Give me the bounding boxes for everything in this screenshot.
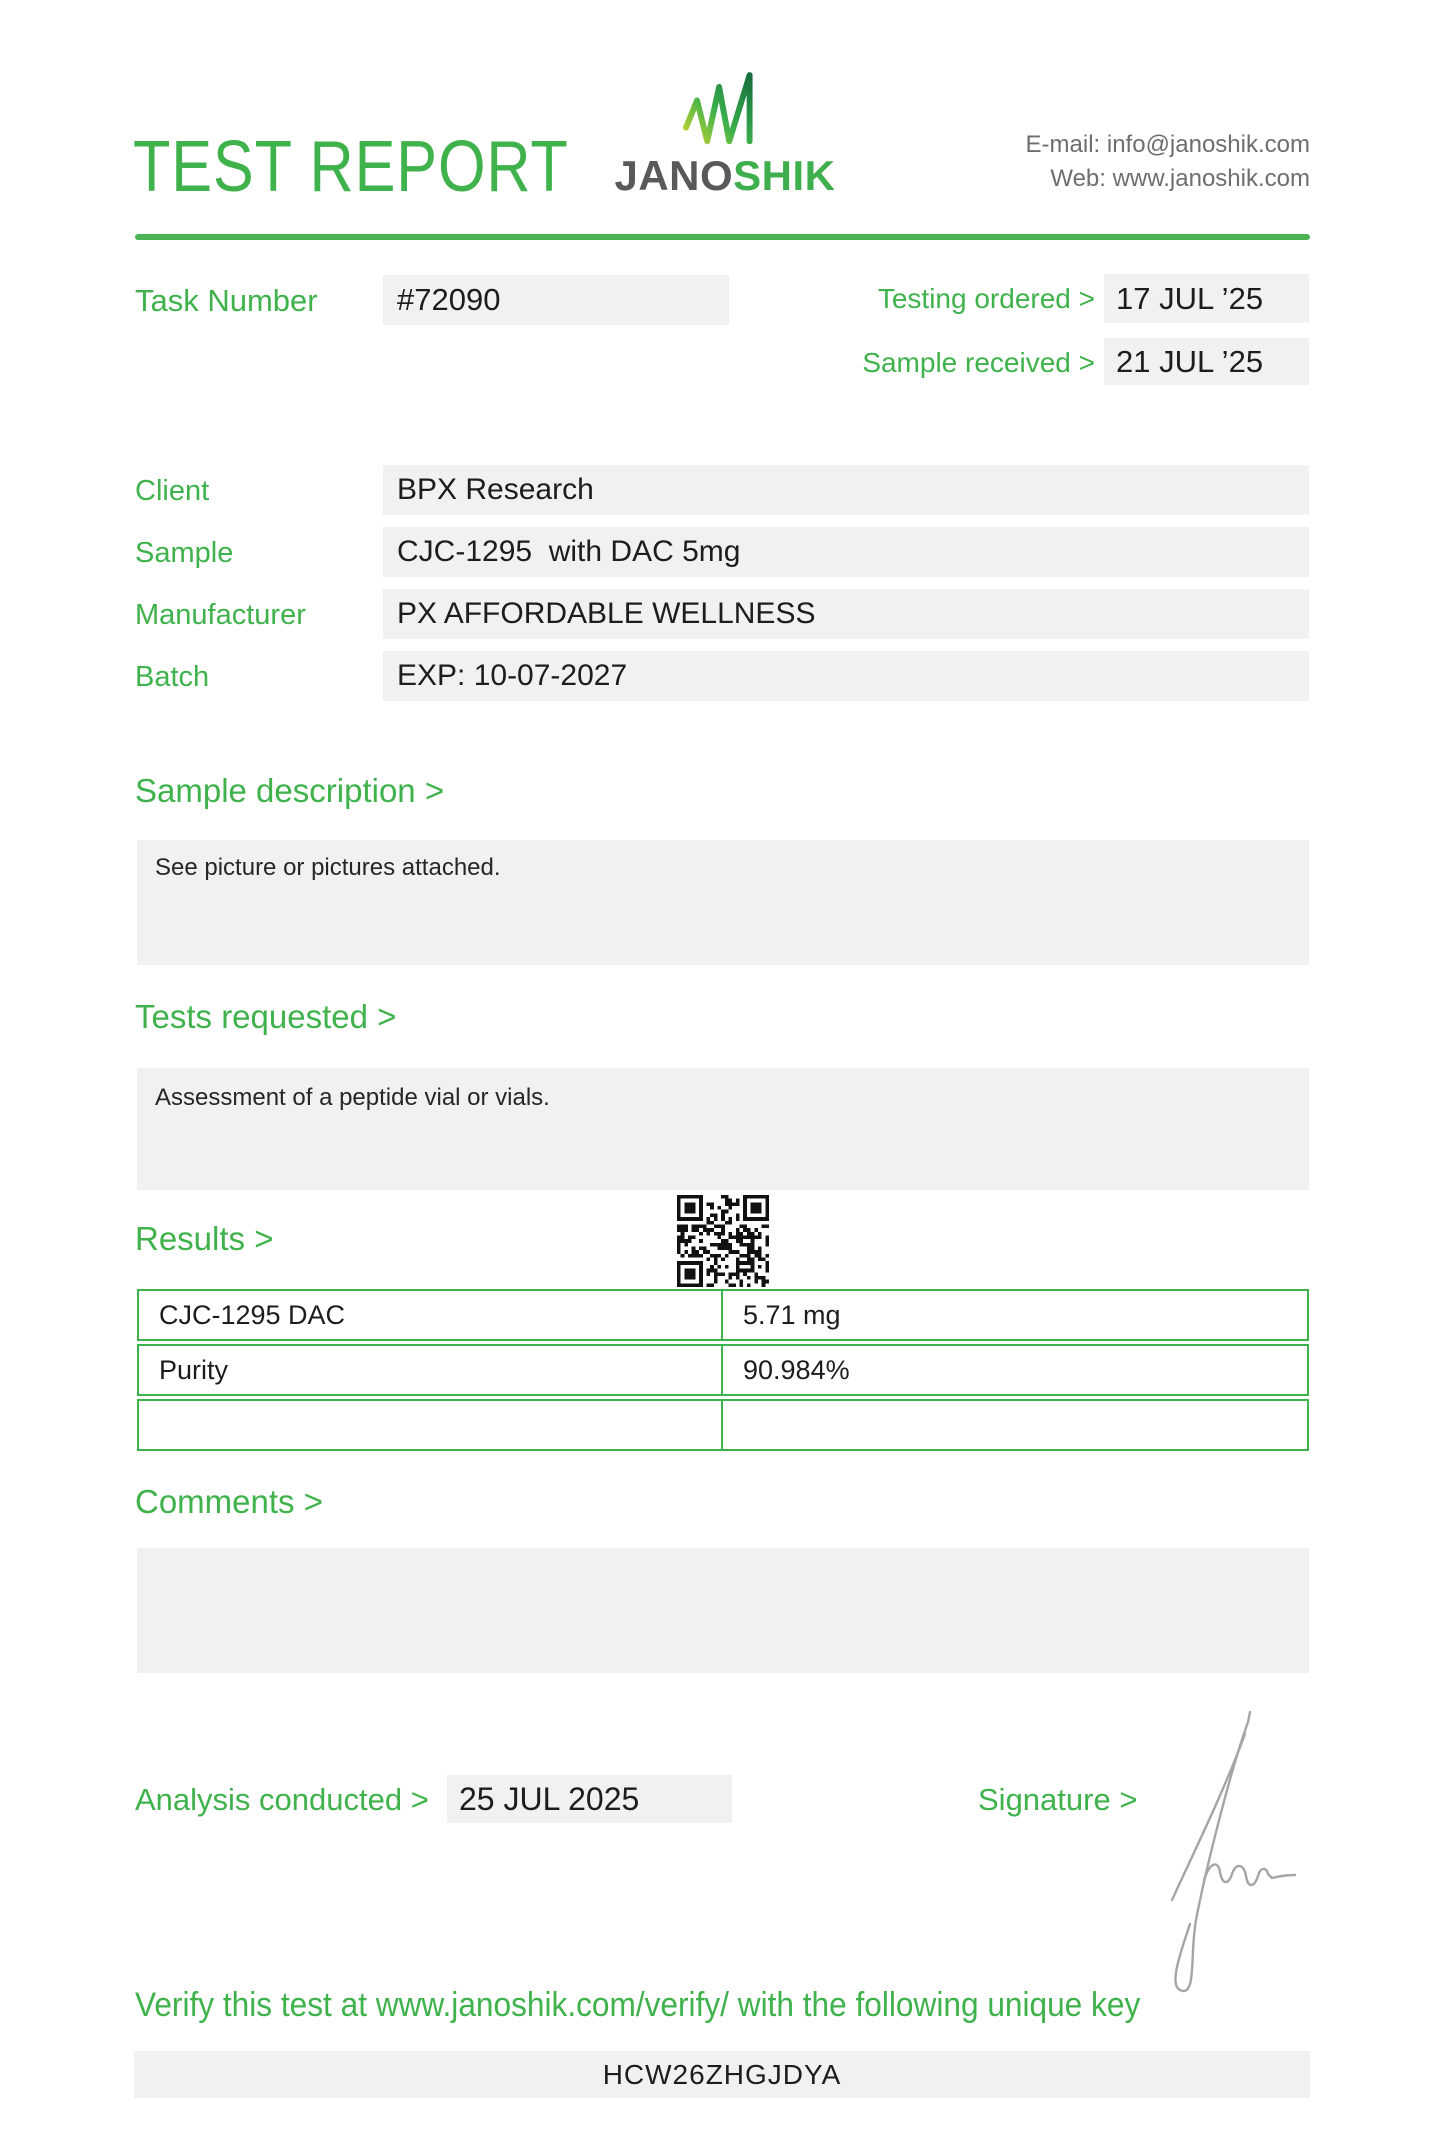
sample-description-box: See picture or pictures attached. xyxy=(137,840,1309,965)
logo-word-green: SHIK xyxy=(733,152,836,199)
sample-received-value: 21 JUL ’25 xyxy=(1104,338,1309,385)
analysis-conducted-label: Analysis conducted > xyxy=(135,1782,429,1817)
signature-label: Signature > xyxy=(978,1782,1138,1817)
page-title: TEST REPORT xyxy=(133,127,569,207)
contact-web: Web: www.janoshik.com xyxy=(1050,165,1310,192)
contact-info xyxy=(1026,128,1310,196)
batch-value: EXP: 10-07-2027 xyxy=(383,651,1309,701)
comments-box xyxy=(137,1548,1309,1673)
tests-requested-box: Assessment of a peptide vial or vials. xyxy=(137,1068,1309,1190)
table-row xyxy=(137,1344,1309,1396)
result-analyte-cell: Purity xyxy=(137,1344,723,1396)
results-heading: Results > xyxy=(135,1220,274,1257)
tests-requested-heading: Tests requested > xyxy=(135,998,397,1035)
client-value: BPX Research xyxy=(383,465,1309,515)
testing-ordered-label: Testing ordered > xyxy=(877,283,1095,314)
table-row xyxy=(137,1289,1309,1341)
sample-value: CJC-1295 with DAC 5mg xyxy=(383,527,1309,577)
client-label: Client xyxy=(135,475,210,507)
unique-key-value: HCW26ZHGJDYA xyxy=(134,2051,1310,2098)
qr-code xyxy=(677,1195,769,1287)
sample-description-heading: Sample description > xyxy=(135,772,445,809)
signature-image xyxy=(1160,1688,1300,1998)
sample-label: Sample xyxy=(135,537,234,569)
janoshik-logo xyxy=(600,70,850,200)
analysis-date-value: 25 JUL 2025 xyxy=(447,1775,732,1823)
sample-received-label: Sample received > xyxy=(862,347,1095,378)
result-analyte-cell: CJC-1295 DAC xyxy=(137,1289,723,1341)
header-divider xyxy=(135,234,1310,240)
verify-instruction: Verify this test at www.janoshik.com/verify/ with the following unique key xyxy=(135,1986,1141,2024)
result-value-cell: 90.984% xyxy=(721,1344,1309,1396)
manufacturer-value: PX AFFORDABLE WELLNESS xyxy=(383,589,1309,639)
testing-ordered-value: 17 JUL ’25 xyxy=(1104,274,1309,323)
contact-email: E-mail: info@janoshik.com xyxy=(1025,131,1310,158)
result-value-cell xyxy=(721,1399,1309,1451)
manufacturer-label: Manufacturer xyxy=(135,599,306,631)
result-analyte-cell xyxy=(137,1399,723,1451)
logo-word-dark: JANO xyxy=(614,152,734,199)
table-row xyxy=(137,1399,1309,1451)
comments-heading: Comments > xyxy=(135,1483,323,1520)
results-table xyxy=(137,1289,1309,1454)
batch-label: Batch xyxy=(135,661,210,693)
logo-chart-icon xyxy=(682,70,768,148)
logo-wordmark xyxy=(600,152,850,200)
result-value-cell: 5.71 mg xyxy=(721,1289,1309,1341)
task-number-value: #72090 xyxy=(383,275,729,325)
task-number-label: Task Number xyxy=(135,283,318,318)
